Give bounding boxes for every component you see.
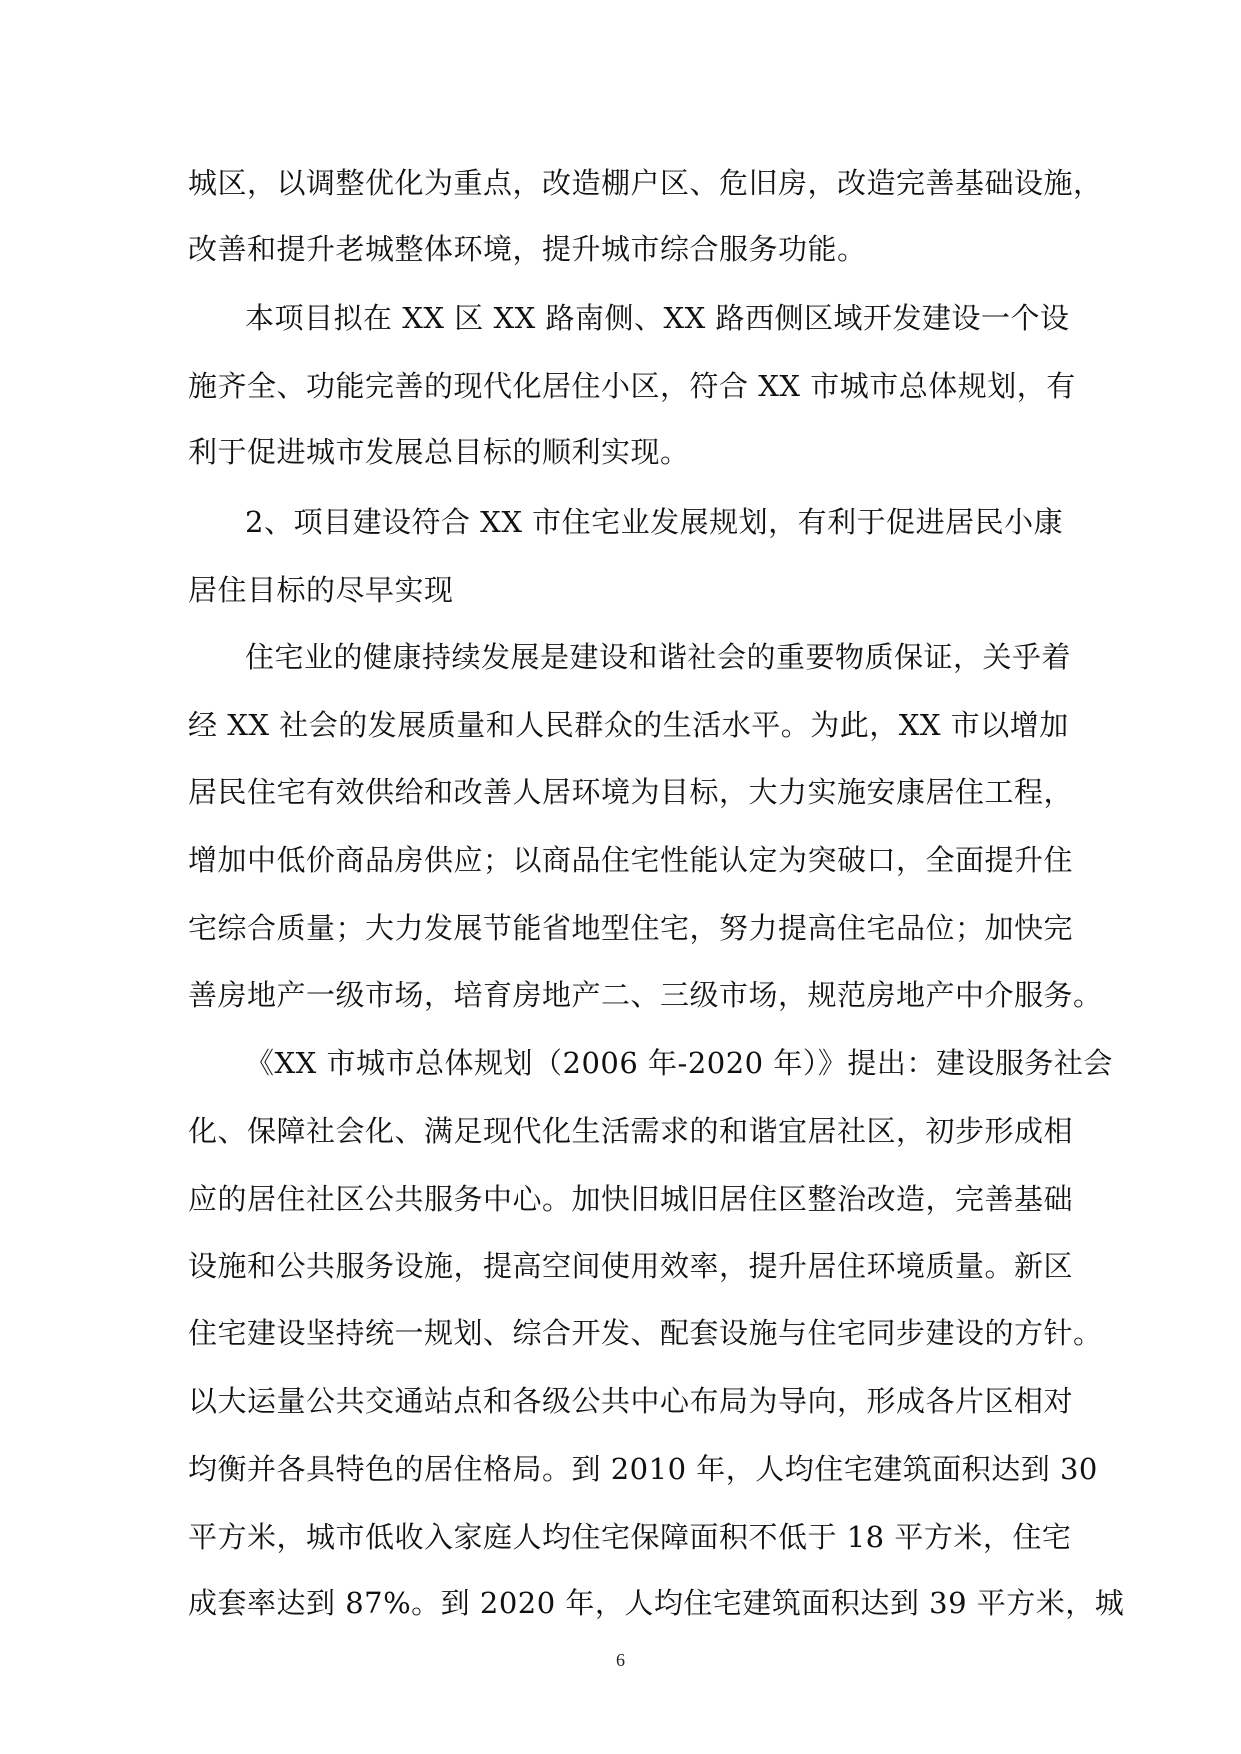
paragraph-5-line-6: 以大运量公共交通站点和各级公共中心布局为导向，形成各片区相对 [188,1384,1074,1418]
paragraph-4-line-5: 宅综合质量；大力发展节能省地型住宅，努力提高住宅品位；加快完 [188,911,1074,945]
paragraph-5-line-2: 化、保障社会化、满足现代化生活需求的和谐宜居社区，初步形成相 [188,1114,1074,1148]
paragraph-4-line-3: 居民住宅有效供给和改善人居环境为目标，大力实施安康居住工程， [188,775,1074,809]
paragraph-5-line-1: 《XX 市城市总体规划（2006 年-2020 年）》提出：建设服务社会 [245,1046,1113,1080]
paragraph-5-line-9: 成套率达到 87%。到 2020 年，人均住宅建筑面积达到 39 平方米，城 [188,1586,1125,1620]
paragraph-5-line-7: 均衡并各具特色的居住格局。到 2010 年，人均住宅建筑面积达到 30 [188,1452,1098,1486]
paragraph-5-line-3: 应的居住社区公共服务中心。加快旧城旧居住区整治改造，完善基础 [188,1182,1074,1216]
paragraph-2-line-2: 施齐全、功能完善的现代化居住小区，符合 XX 市城市总体规划，有 [188,369,1076,403]
paragraph-5-line-5: 住宅建设坚持统一规划、综合开发、配套设施与住宅同步建设的方针。 [188,1316,1103,1350]
paragraph-4-line-6: 善房地产一级市场，培育房地产二、三级市场，规范房地产中介服务。 [188,978,1103,1012]
page-number: 6 [616,1650,625,1670]
paragraph-5-line-4: 设施和公共服务设施，提高空间使用效率，提升居住环境质量。新区 [188,1249,1074,1283]
paragraph-4-line-4: 增加中低价商品房供应；以商品住宅性能认定为突破口，全面提升住 [188,843,1074,877]
paragraph-4-line-1: 住宅业的健康持续发展是建设和谐社会的重要物质保证，关乎着 [245,640,1072,674]
paragraph-5-line-8: 平方米，城市低收入家庭人均住宅保障面积不低于 18 平方米，住宅 [188,1520,1072,1554]
paragraph-1-line-1: 城区，以调整优化为重点，改造棚户区、危旧房，改造完善基础设施， [188,166,1103,200]
section-heading-line-1: 2、项目建设符合 XX 市住宅业发展规划，有利于促进居民小康 [245,505,1064,539]
paragraph-4-line-2: 经 XX 社会的发展质量和人民群众的生活水平。为此，XX 市以增加 [188,708,1069,742]
section-heading-line-2: 居住目标的尽早实现 [188,573,454,607]
paragraph-1-line-2: 改善和提升老城整体环境，提升城市综合服务功能。 [188,232,867,266]
paragraph-2-line-3: 利于促进城市发展总目标的顺利实现。 [188,435,690,469]
paragraph-2-line-1: 本项目拟在 XX 区 XX 路南侧、XX 路西侧区域开发建设一个设 [245,301,1070,335]
